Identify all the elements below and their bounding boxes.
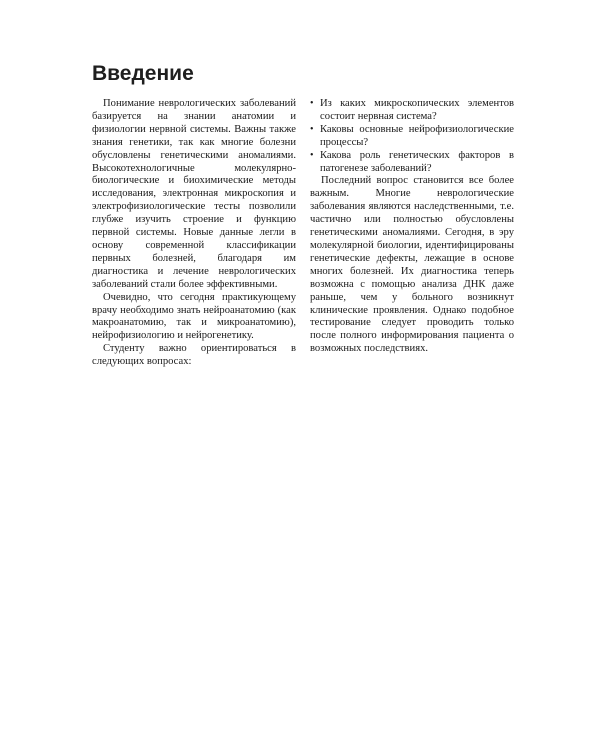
body-paragraph-understanding: Понимание неврологических заболеваний базируется на знании анатомии и физиологии нервной системы. Важны также знания генетики, так как многие болезни обусловлены генетическими аномалиями. Высокотехнологичные молекулярно-биологические и биохимические методы исследования, электронная микроскопия и электрофизиологические тесты позволили глубже изучить строение и функцию первной системы. Новые данные легли в основу современной классификации первных болезней, благодаря им диагностика и лечение неврологических заболеваний стали более эффективными. bbox=[92, 98, 296, 290]
question-text: Какова роль генетических факторов в патогенезе заболеваний? bbox=[320, 149, 514, 174]
bullet-dot-icon: • bbox=[310, 98, 314, 109]
list-item bbox=[310, 150, 514, 176]
bullet-dot-icon: • bbox=[310, 123, 314, 135]
question-text: Из каких микроскопических элементов состоит нервная система? bbox=[320, 98, 514, 122]
body-paragraph-genetic-testing: Последний вопрос становится все более важным. Многие неврологические заболевания являются наследственными, т.е. частично или полностью обусловлены генетическими аномалиями. Сегодня, в эру молекулярной биологии, идентифицированы генетические дефекты, лежащие в основе многих болезней. Их диагностика теперь возможна с помощью анализа ДНК даже раньше, чем у больного возникнут клинические проявления. Однако подобное тестирование следует проводить только после полного информирования пациента о возможных последствиях. bbox=[310, 175, 514, 355]
body-paragraph-physician-knowledge: Очевидно, что сегодня практикующему врачу необходимо знать нейроанатомию (как макроанатомию, так и микроанатомию), нейрофизиологию и нейрогенетику. bbox=[92, 291, 296, 342]
page-title: Введение bbox=[92, 62, 194, 85]
list-item bbox=[310, 124, 514, 150]
question-text: Каковы основные нейрофизиологические процессы? bbox=[320, 123, 514, 148]
question-list bbox=[310, 98, 514, 175]
left-column bbox=[92, 98, 296, 369]
body-paragraph-student-questions-intro: Студенту важно ориентироваться в следующих вопросах: bbox=[92, 343, 296, 368]
list-item bbox=[310, 98, 514, 124]
right-column bbox=[310, 98, 514, 356]
bullet-dot-icon: • bbox=[310, 149, 314, 161]
